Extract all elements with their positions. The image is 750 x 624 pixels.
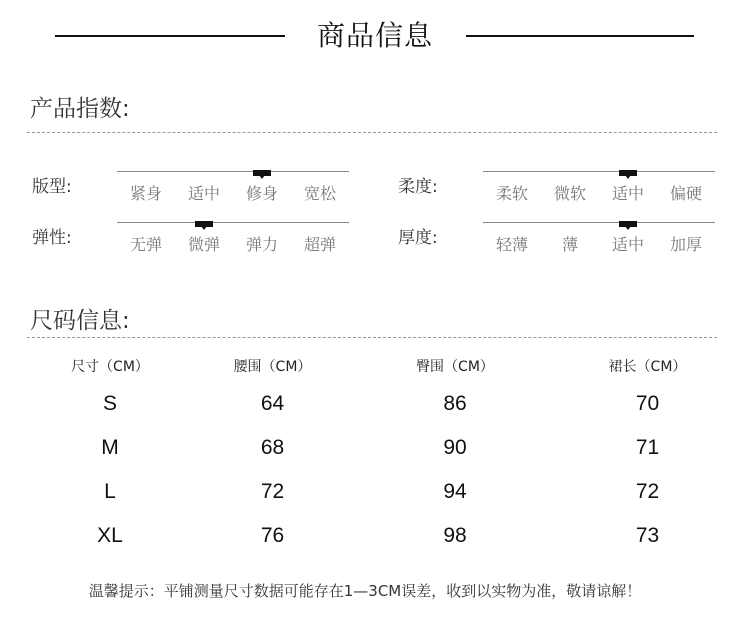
scale-option: 偏硬 bbox=[669, 184, 702, 203]
skirt-length-cell: 72 bbox=[635, 480, 660, 503]
hip-cell: 90 bbox=[443, 436, 467, 459]
scale-track bbox=[117, 222, 349, 223]
softness-selected-marker bbox=[619, 170, 637, 176]
elasticity-selected-marker bbox=[195, 221, 213, 227]
scale-option: 微弹 bbox=[187, 235, 220, 254]
hip-cell: 86 bbox=[443, 392, 467, 415]
scale-option: 轻薄 bbox=[495, 235, 528, 254]
skirt-length-cell: 73 bbox=[635, 524, 660, 547]
hip-cell: 98 bbox=[443, 524, 467, 547]
elasticity-label: 弹性: bbox=[32, 228, 72, 248]
scale-option: 弹力 bbox=[245, 235, 278, 254]
table-row bbox=[20, 514, 730, 558]
table-row bbox=[20, 382, 730, 426]
waist-cell: 68 bbox=[260, 436, 285, 459]
header-right-rule bbox=[466, 35, 694, 37]
scale-option: 修身 bbox=[245, 184, 278, 203]
scale-option: 加厚 bbox=[669, 235, 702, 254]
scale-option: 薄 bbox=[561, 235, 578, 254]
fit-label: 版型: bbox=[32, 177, 72, 197]
size-cell: L bbox=[104, 480, 116, 503]
measurement-tip: 温馨提示：平铺测量尺寸数据可能存在1—3CM误差，收到以实物为准，敬请谅解！ bbox=[88, 582, 642, 600]
scale-option: 宽松 bbox=[303, 184, 336, 203]
size-table bbox=[20, 352, 730, 558]
fit-selected-marker bbox=[253, 170, 271, 176]
scale-track bbox=[483, 171, 715, 172]
page-title: 商品信息 bbox=[316, 19, 433, 52]
scale-option: 适中 bbox=[611, 235, 644, 254]
softness-scale bbox=[483, 171, 715, 201]
column-header: 尺寸（CM） bbox=[71, 359, 149, 375]
size-cell: S bbox=[102, 392, 117, 415]
hip-cell: 94 bbox=[443, 480, 467, 503]
size-cell: M bbox=[101, 436, 119, 459]
scale-option: 微软 bbox=[553, 184, 586, 203]
scale-option: 无弹 bbox=[129, 235, 162, 254]
skirt-length-cell: 71 bbox=[635, 436, 660, 459]
size-info-title: 尺码信息: bbox=[30, 308, 130, 334]
scale-track bbox=[483, 222, 715, 223]
product-index-title: 产品指数: bbox=[30, 96, 130, 122]
table-row bbox=[20, 426, 730, 470]
scale-track bbox=[117, 171, 349, 172]
thickness-selected-marker bbox=[619, 221, 637, 227]
scale-option: 适中 bbox=[187, 184, 220, 203]
column-header: 腰围（CM） bbox=[233, 359, 312, 375]
skirt-length-cell: 70 bbox=[635, 392, 660, 415]
column-header: 臀围（CM） bbox=[416, 359, 494, 375]
section-divider bbox=[27, 132, 717, 133]
table-header-row bbox=[20, 352, 730, 382]
size-cell: XL bbox=[97, 524, 123, 547]
fit-scale bbox=[117, 171, 349, 201]
waist-cell: 72 bbox=[260, 480, 285, 503]
table-row bbox=[20, 470, 730, 514]
scale-option: 柔软 bbox=[495, 184, 528, 203]
softness-label: 柔度: bbox=[398, 177, 438, 197]
thickness-label: 厚度: bbox=[398, 228, 438, 248]
waist-cell: 76 bbox=[260, 524, 285, 547]
elasticity-scale bbox=[117, 222, 349, 252]
thickness-scale bbox=[483, 222, 715, 252]
section-divider bbox=[27, 337, 717, 338]
scale-option: 超弹 bbox=[303, 235, 336, 254]
column-header: 裙长（CM） bbox=[608, 359, 687, 375]
scale-option: 适中 bbox=[611, 184, 644, 203]
waist-cell: 64 bbox=[260, 392, 285, 415]
scale-option: 紧身 bbox=[129, 184, 162, 203]
